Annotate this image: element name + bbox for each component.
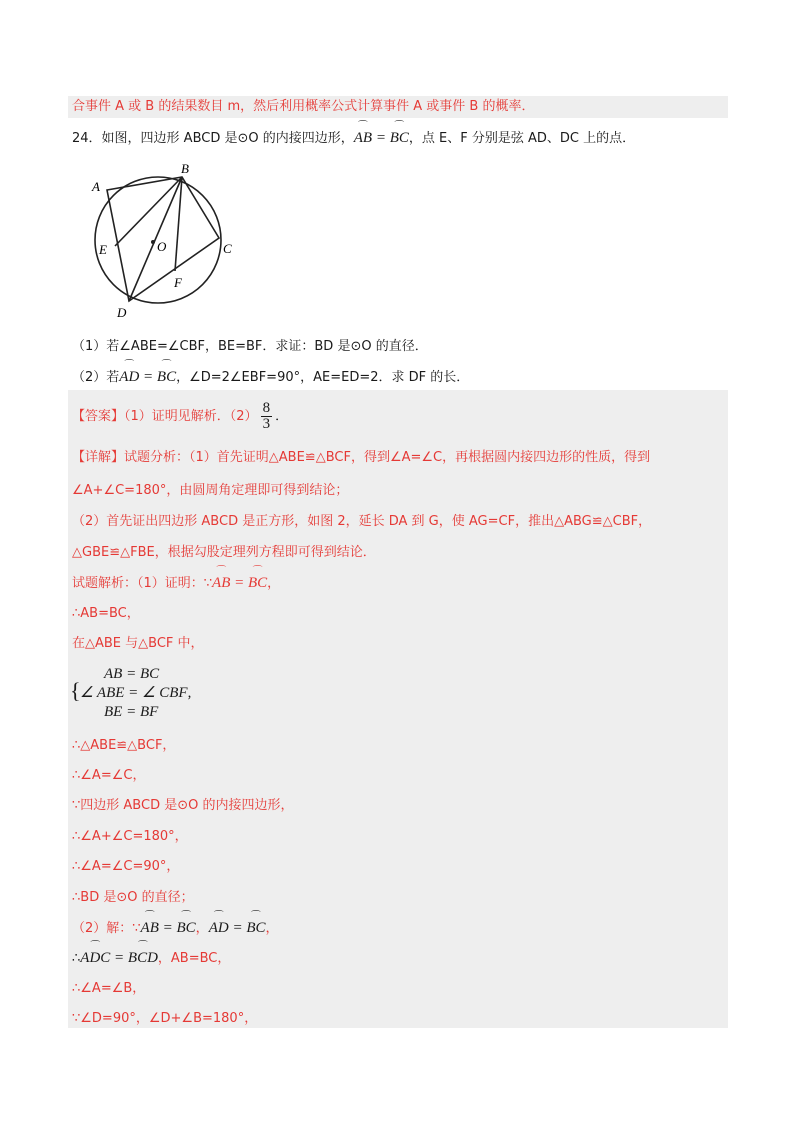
solution-line-12: ∴∠A=∠B， bbox=[72, 981, 146, 996]
solution-line-2: ∴AB=BC， bbox=[72, 606, 140, 621]
part-1: （1）若∠ABE=∠CBF，BE=BF．求证：BD 是⊙O 的直径． bbox=[72, 339, 428, 354]
solution-line-5: ∴∠A=∠C， bbox=[72, 768, 146, 783]
answer-fraction: $\frac{8}{3}$ bbox=[262, 400, 271, 432]
equation-system: AB = BC ∠ ABE = ∠ CBF, BE = BF bbox=[80, 666, 192, 720]
label-d: D bbox=[117, 305, 127, 320]
solution-line-4: ∴△ABE≌△BCF， bbox=[72, 738, 176, 753]
arc-ab: ⌒ AB bbox=[354, 128, 372, 148]
solution-line-6: ∵四边形 ABCD 是⊙O 的内接四边形， bbox=[72, 798, 294, 813]
question-stem: 24．如图，四边形 ABCD 是⊙O 的内接四边形，⌒ AB = ⌒ BC，点 E、F 分别是弦 AD、DC 上的点． bbox=[72, 128, 635, 149]
circle-figure bbox=[82, 160, 252, 320]
detail-line-3: （2）首先证出四边形 ABCD 是正方形，如图 2，延长 DA 到 G，使 AG=CF，推出△ABG≌△CBF， bbox=[72, 514, 652, 529]
arc-bc: ⌒ BC bbox=[390, 128, 409, 148]
detail-label: 【详解】 bbox=[72, 450, 125, 465]
solution-line-3: 在△ABE 与△BCF 中， bbox=[72, 636, 204, 651]
question-number: 24． bbox=[72, 131, 102, 146]
label-b: B bbox=[181, 161, 189, 176]
solution-line-11: ∴⌒ ADC = ⌒ BCD，AB=BC， bbox=[72, 948, 230, 969]
label-o: O bbox=[157, 239, 167, 254]
solution-line-8: ∴∠A=∠C=90°， bbox=[72, 859, 180, 874]
solution-line-9: ∴BD 是⊙O 的直径； bbox=[72, 890, 194, 905]
solution-line-13: ∵∠D=90°，∠D+∠B=180°， bbox=[72, 1011, 258, 1026]
solution-line-10: （2）解：∵⌒ AB = ⌒ BC，⌒ AD = ⌒ BC， bbox=[72, 918, 279, 939]
intro-line: 合事件 A 或 B 的结果数目 m，然后利用概率公式计算事件 A 或事件 B 的概率． bbox=[72, 99, 535, 114]
label-e: E bbox=[99, 242, 107, 257]
label-c: C bbox=[223, 241, 232, 256]
label-a: A bbox=[92, 179, 100, 194]
system-brace: { bbox=[70, 678, 81, 703]
detail-line-4: △GBE≌△FBE，根据勾股定理列方程即可得到结论． bbox=[72, 545, 376, 560]
solution-line-1: 试题解析：（1）证明：∵⌒ AB = ⌒ BC， bbox=[72, 573, 280, 594]
detail-line-1: 【详解】试题分析：（1）首先证明△ABE≌△BCF，得到∠A=∠C，再根据圆内接四边形的性质，得到 bbox=[72, 450, 651, 465]
label-f: F bbox=[174, 275, 182, 290]
answer-label: 【答案】 bbox=[72, 409, 125, 424]
detail-line-2: ∠A+∠C=180°，由圆周角定理即可得到结论； bbox=[72, 483, 349, 498]
part-2: （2）若⌒ AD = ⌒ BC，∠D=2∠EBF=90°，AE=ED=2．求 DF 的长． bbox=[72, 367, 469, 388]
solution-line-7: ∴∠A+∠C=180°， bbox=[72, 829, 188, 844]
answer-line: 【答案】（1）证明见解析．（2） $\frac{8}{3}$ ． bbox=[72, 400, 289, 432]
